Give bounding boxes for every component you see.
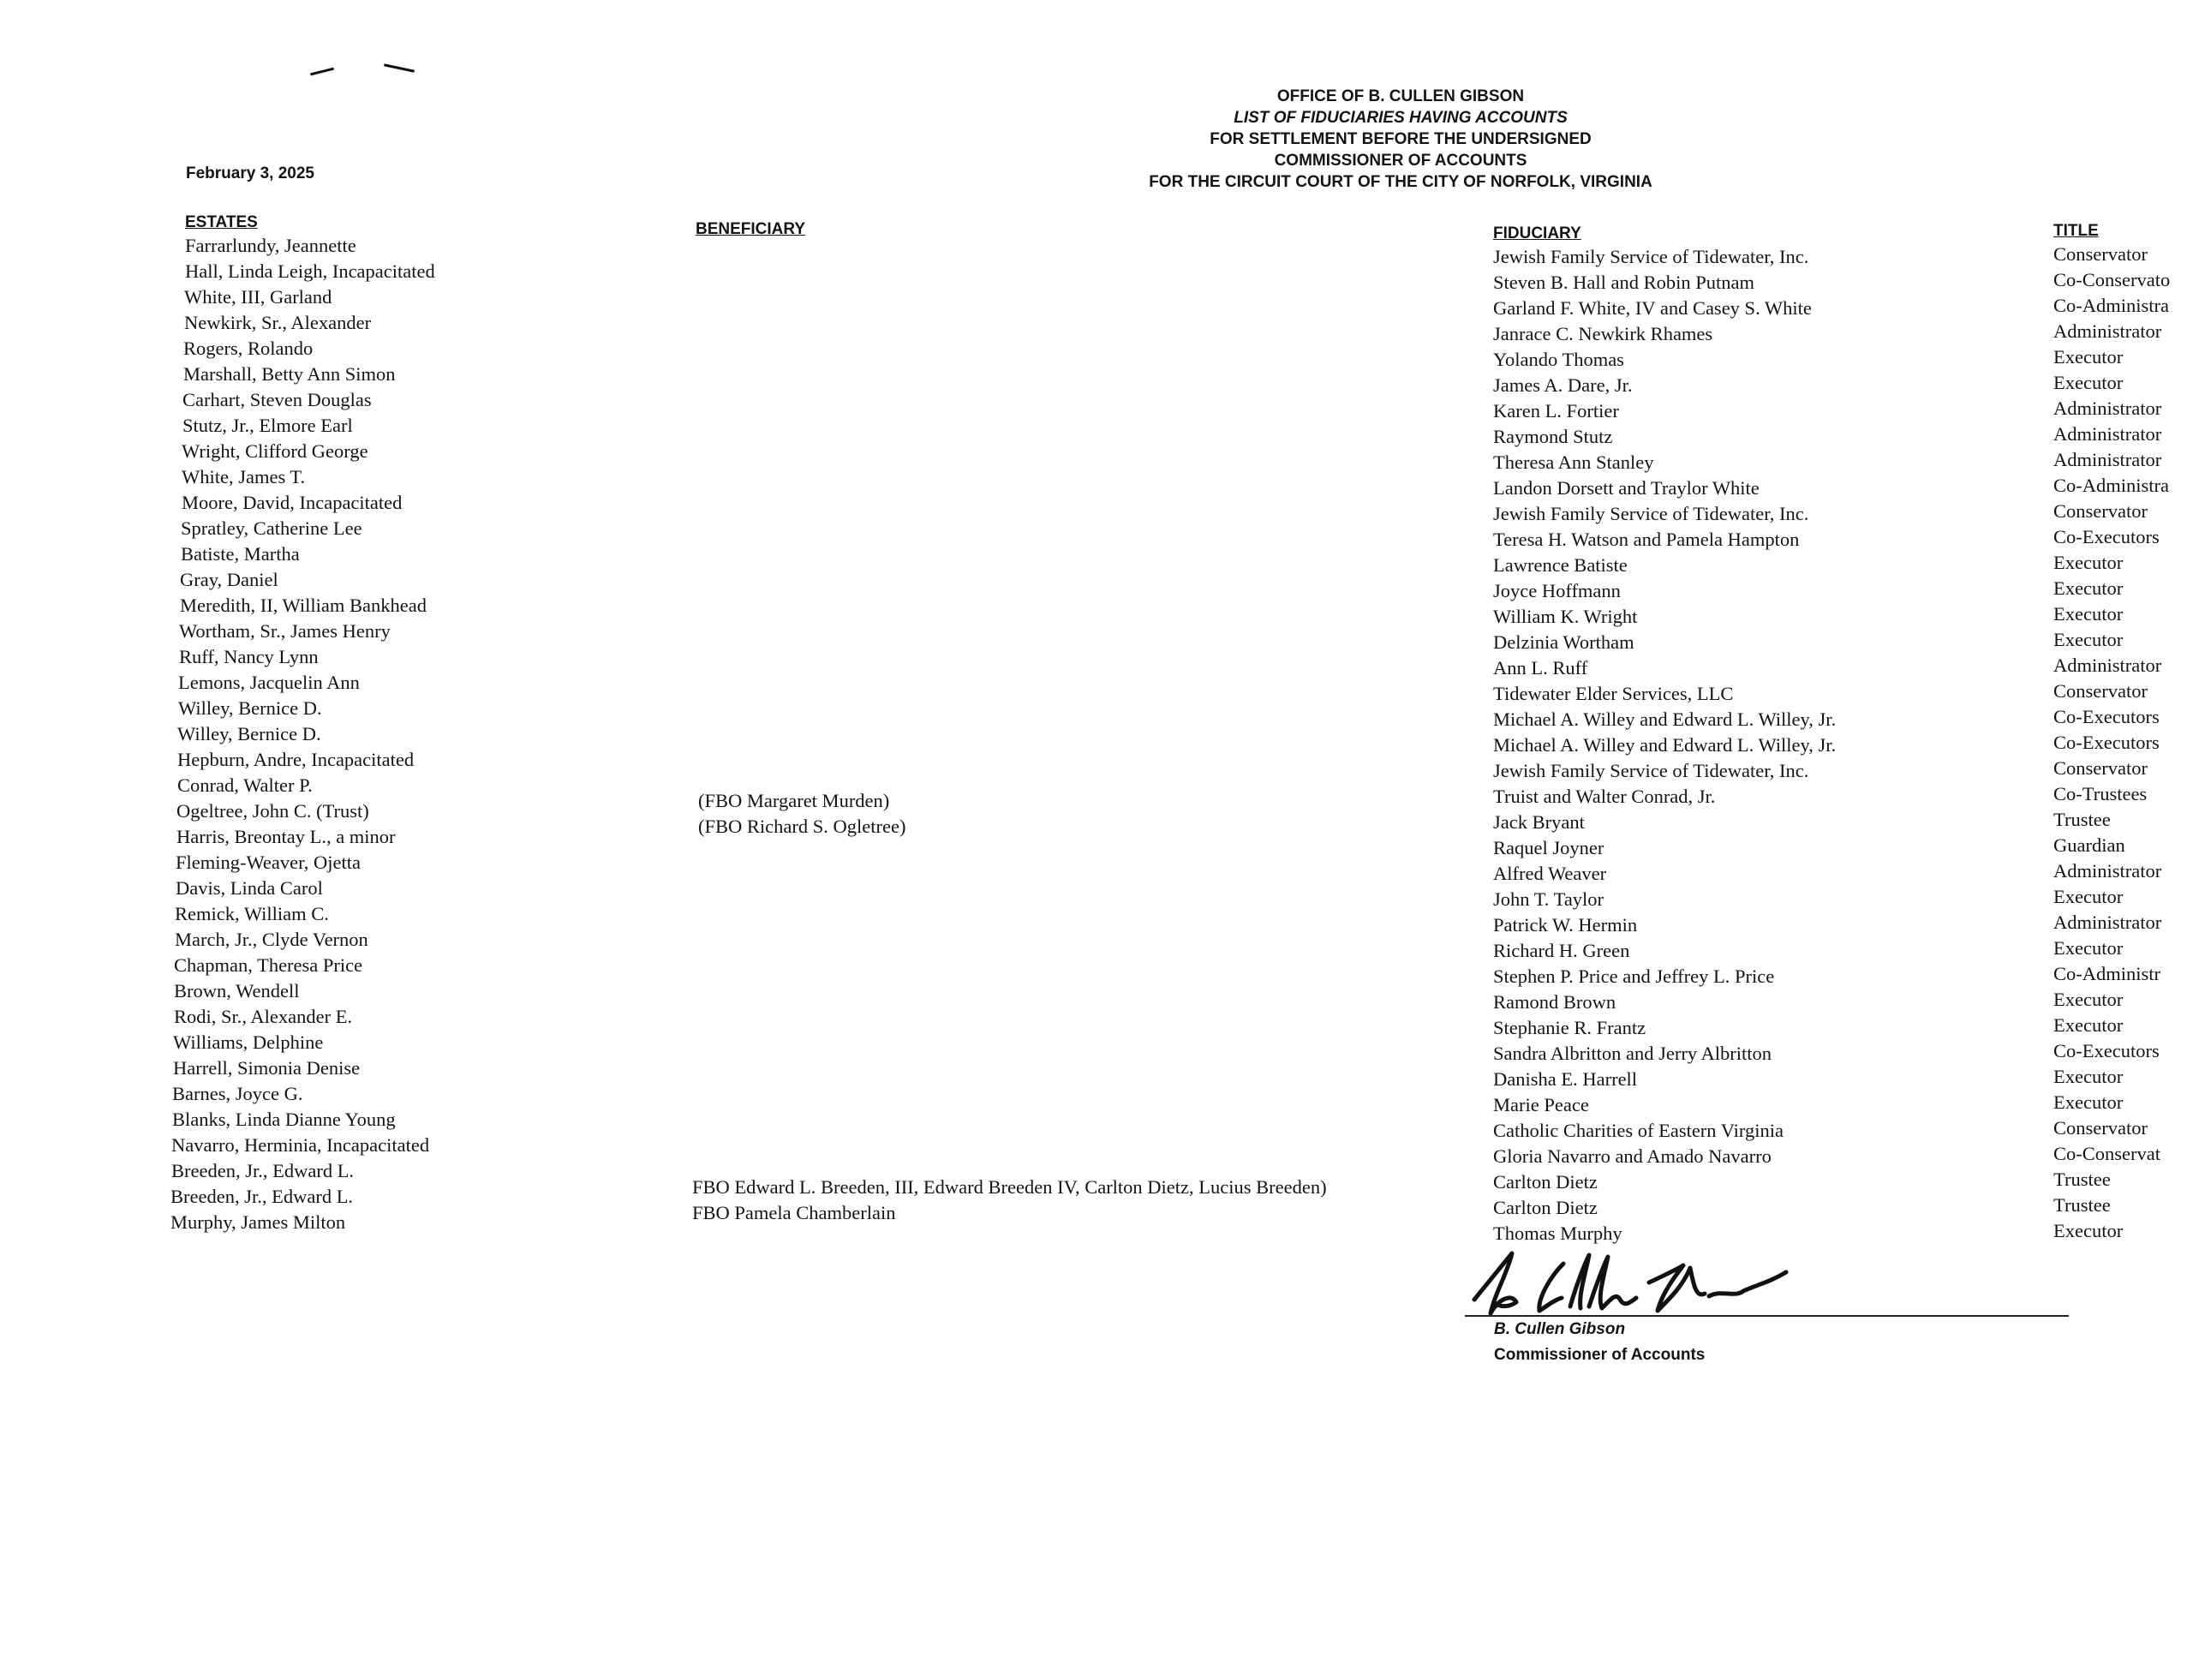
fiduciary-name: Lawrence Batiste — [1493, 554, 1628, 576]
fiduciary-title: Trustee — [2053, 1194, 2111, 1216]
estate-name: Murphy, James Milton — [170, 1211, 346, 1233]
fiduciary-name: Janrace C. Newkirk Rhames — [1493, 323, 1713, 344]
estate-name: Barnes, Joyce G. — [172, 1083, 303, 1104]
fiduciary-title: Administrator — [2053, 423, 2162, 445]
estate-name: Lemons, Jacquelin Ann — [178, 672, 360, 693]
fiduciary-name: Stephanie R. Frantz — [1493, 1017, 1646, 1038]
estate-name: Batiste, Martha — [181, 543, 300, 565]
fiduciary-title: Co-Administra — [2053, 475, 2169, 496]
estate-name: Carhart, Steven Douglas — [182, 389, 372, 410]
fiduciary-column — [1493, 224, 1836, 1247]
beneficiary-name: (FBO Margaret Murden) — [698, 790, 890, 812]
fiduciary-name: Jewish Family Service of Tidewater, Inc. — [1493, 760, 1809, 781]
estate-name: Navarro, Herminia, Incapacitated — [171, 1134, 430, 1156]
fiduciary-title: Trustee — [2053, 809, 2111, 830]
title-list — [2053, 242, 2193, 1244]
beneficiary-header: BENEFICIARY — [696, 220, 806, 238]
fiduciary-name: Gloria Navarro and Amado Navarro — [1493, 1145, 1772, 1167]
estate-name: Willey, Bernice D. — [177, 723, 321, 744]
estates-header: ESTATES — [185, 213, 258, 231]
fiduciary-title: Executor — [2053, 346, 2124, 368]
estate-name: March, Jr., Clyde Vernon — [175, 929, 368, 950]
fiduciary-name: Garland F. White, IV and Casey S. White — [1493, 297, 1812, 319]
fiduciary-name: Teresa H. Watson and Pamela Hampton — [1493, 529, 1800, 550]
estate-name: Rodi, Sr., Alexander E. — [174, 1006, 353, 1027]
fiduciary-name: Ramond Brown — [1493, 991, 1616, 1013]
title-column — [2053, 221, 2193, 1244]
fiduciary-name: Theresa Ann Stanley — [1493, 451, 1654, 473]
fiduciary-title: Executor — [2053, 989, 2124, 1010]
fiduciary-title: Executor — [2053, 629, 2124, 650]
estate-name: Moore, David, Incapacitated — [182, 492, 403, 513]
fiduciary-title: Administrator — [2053, 449, 2162, 470]
scan-artifact — [384, 63, 415, 72]
fiduciary-title: Executor — [2053, 1220, 2124, 1241]
estate-name: Breeden, Jr., Edward L. — [171, 1160, 355, 1181]
fiduciary-name: William K. Wright — [1493, 606, 1638, 627]
estate-name: Wright, Clifford George — [182, 440, 368, 462]
estate-name: Williams, Delphine — [173, 1031, 324, 1053]
beneficiary-name: FBO Pamela Chamberlain — [692, 1201, 896, 1223]
fiduciary-name: Catholic Charities of Eastern Virginia — [1493, 1120, 1784, 1141]
fiduciary-name: Danisha E. Harrell — [1493, 1068, 1638, 1090]
fiduciary-name: Patrick W. Hermin — [1493, 914, 1638, 936]
fiduciary-title: Conservator — [2053, 243, 2148, 265]
estate-name: Conrad, Walter P. — [177, 774, 313, 796]
estate-name: Brown, Wendell — [174, 980, 300, 1001]
fiduciary-name: Raquel Joyner — [1493, 837, 1604, 858]
fiduciary-name: Raymond Stutz — [1493, 426, 1613, 447]
fiduciary-name: Michael A. Willey and Edward L. Willey, Jr. — [1493, 734, 1837, 756]
fiduciary-title: Co-Conservat — [2053, 1143, 2160, 1164]
estate-name: Blanks, Linda Dianne Young — [172, 1109, 396, 1130]
estate-name: Davis, Linda Carol — [176, 877, 323, 899]
fiduciary-title: Administrator — [2053, 398, 2162, 419]
fiduciary-name: John T. Taylor — [1493, 888, 1604, 910]
fiduciary-title: Executor — [2053, 1066, 2124, 1087]
fiduciary-name: Alfred Weaver — [1493, 863, 1607, 884]
signatory-name: B. Cullen Gibson — [1494, 1320, 1626, 1338]
header-line-5: FOR THE CIRCUIT COURT OF THE CITY OF NORFOLK, VIRGINIA — [1149, 173, 1652, 191]
estate-name: White, III, Garland — [184, 286, 332, 308]
fiduciary-title: Co-Administr — [2053, 963, 2161, 984]
estate-name: Chapman, Theresa Price — [174, 954, 363, 976]
header-line-4: COMMISSIONER OF ACCOUNTS — [1274, 152, 1527, 170]
estate-name: Wortham, Sr., James Henry — [179, 620, 391, 642]
fiduciary-title: Co-Executors — [2053, 732, 2160, 753]
document-date: February 3, 2025 — [186, 164, 314, 182]
fiduciary-name: Jack Bryant — [1493, 811, 1585, 833]
estate-name: Marshall, Betty Ann Simon — [183, 363, 396, 385]
fiduciary-name: Ann L. Ruff — [1493, 657, 1588, 679]
estate-name: White, James T. — [182, 466, 306, 487]
estate-name: Harrell, Simonia Denise — [173, 1057, 361, 1079]
fiduciary-name: Joyce Hoffmann — [1493, 580, 1621, 601]
fiduciary-list — [1493, 244, 1836, 1247]
fiduciary-title: Conservator — [2053, 500, 2148, 522]
fiduciary-title: Co-Conservato — [2053, 269, 2171, 290]
fiduciary-title: Executor — [2053, 603, 2124, 625]
fiduciary-title: Guardian — [2053, 834, 2125, 856]
fiduciary-name: Delzinia Wortham — [1493, 631, 1634, 653]
fiduciary-name: Sandra Albritton and Jerry Albritton — [1493, 1043, 1772, 1064]
header-line-3: FOR SETTLEMENT BEFORE THE UNDERSIGNED — [1210, 130, 1592, 148]
beneficiary-column — [696, 219, 805, 240]
estate-name: Rogers, Rolando — [183, 338, 314, 359]
fiduciary-title: Co-Administra — [2053, 295, 2169, 316]
beneficiary-name: (FBO Richard S. Ogletree) — [698, 816, 906, 838]
fiduciary-name: Landon Dorsett and Traylor White — [1493, 477, 1760, 499]
estate-name: Meredith, II, William Bankhead — [180, 595, 427, 616]
fiduciary-title: Executor — [2053, 552, 2124, 573]
document-header — [1122, 86, 1679, 193]
fiduciary-title: Trustee — [2053, 1169, 2111, 1190]
fiduciary-title: Co-Trustees — [2053, 783, 2148, 804]
estate-name: Ruff, Nancy Lynn — [179, 646, 319, 667]
office-name: OFFICE OF B. CULLEN GIBSON — [1276, 87, 1525, 105]
fiduciary-title: Conservator — [2053, 1117, 2148, 1139]
fiduciary-title: Executor — [2053, 1014, 2124, 1036]
fiduciary-title: Executor — [2053, 372, 2124, 393]
estates-column — [171, 212, 435, 1235]
estate-name: Hepburn, Andre, Incapacitated — [177, 749, 415, 770]
list-title: LIST OF FIDUCIARIES HAVING ACCOUNTS — [1234, 109, 1568, 127]
fiduciary-title: Executor — [2053, 937, 2124, 959]
estate-name: Hall, Linda Leigh, Incapacitated — [185, 260, 435, 282]
estate-name: Stutz, Jr., Elmore Earl — [182, 415, 353, 436]
fiduciary-title: Administrator — [2053, 320, 2162, 342]
fiduciary-name: Karen L. Fortier — [1493, 400, 1619, 421]
fiduciary-title: Conservator — [2053, 680, 2148, 702]
estate-name: Willey, Bernice D. — [178, 697, 322, 719]
fiduciary-name: Carlton Dietz — [1493, 1197, 1598, 1218]
signature-line — [1465, 1315, 2069, 1317]
fiduciary-name: Michael A. Willey and Edward L. Willey, Jr. — [1493, 708, 1837, 730]
fiduciary-name: Yolando Thomas — [1493, 349, 1624, 370]
fiduciary-title: Co-Executors — [2053, 526, 2160, 547]
estate-name: Newkirk, Sr., Alexander — [184, 312, 372, 333]
fiduciary-name: Carlton Dietz — [1493, 1171, 1598, 1193]
fiduciary-title: Executor — [2053, 1091, 2124, 1113]
fiduciary-title: Administrator — [2053, 860, 2162, 882]
estate-name: Ogeltree, John C. (Trust) — [176, 800, 369, 822]
fiduciary-title: Executor — [2053, 886, 2124, 907]
fiduciary-name: Tidewater Elder Services, LLC — [1493, 683, 1734, 704]
fiduciary-name: Thomas Murphy — [1493, 1223, 1622, 1244]
fiduciary-name: Steven B. Hall and Robin Putnam — [1493, 272, 1754, 293]
beneficiary-name: FBO Edward L. Breeden, III, Edward Breeden IV, Carlton Dietz, Lucius Breeden) — [692, 1175, 1327, 1198]
fiduciary-title: Executor — [2053, 577, 2124, 599]
estate-name: Breeden, Jr., Edward L. — [170, 1186, 354, 1207]
signatory-title: Commissioner of Accounts — [1494, 1346, 1706, 1364]
fiduciary-title: Co-Executors — [2053, 706, 2160, 727]
signature-icon — [1469, 1247, 1829, 1319]
fiduciary-title: Administrator — [2053, 912, 2162, 933]
scan-artifact — [310, 68, 334, 76]
estate-name: Remick, William C. — [175, 903, 329, 924]
fiduciary-title: Co-Executors — [2053, 1040, 2160, 1061]
estate-name: Harris, Breontay L., a minor — [176, 826, 396, 847]
fiduciary-title: Conservator — [2053, 757, 2148, 779]
estate-name: Fleming-Weaver, Ojetta — [176, 852, 361, 873]
estate-name: Gray, Daniel — [180, 569, 278, 590]
title-header: TITLE — [2053, 222, 2099, 240]
fiduciary-name: Truist and Walter Conrad, Jr. — [1493, 786, 1716, 807]
estates-list — [171, 233, 435, 1235]
fiduciary-name: Richard H. Green — [1493, 940, 1630, 961]
fiduciary-name: James A. Dare, Jr. — [1493, 374, 1633, 396]
estate-name: Farrarlundy, Jeannette — [185, 235, 356, 256]
estate-name: Spratley, Catherine Lee — [181, 517, 362, 539]
fiduciary-name: Jewish Family Service of Tidewater, Inc. — [1493, 246, 1809, 267]
fiduciary-name: Stephen P. Price and Jeffrey L. Price — [1493, 966, 1775, 987]
fiduciary-header: FIDUCIARY — [1493, 224, 1581, 242]
fiduciary-name: Jewish Family Service of Tidewater, Inc. — [1493, 503, 1809, 524]
fiduciary-title: Administrator — [2053, 655, 2162, 676]
fiduciary-name: Marie Peace — [1493, 1094, 1589, 1115]
